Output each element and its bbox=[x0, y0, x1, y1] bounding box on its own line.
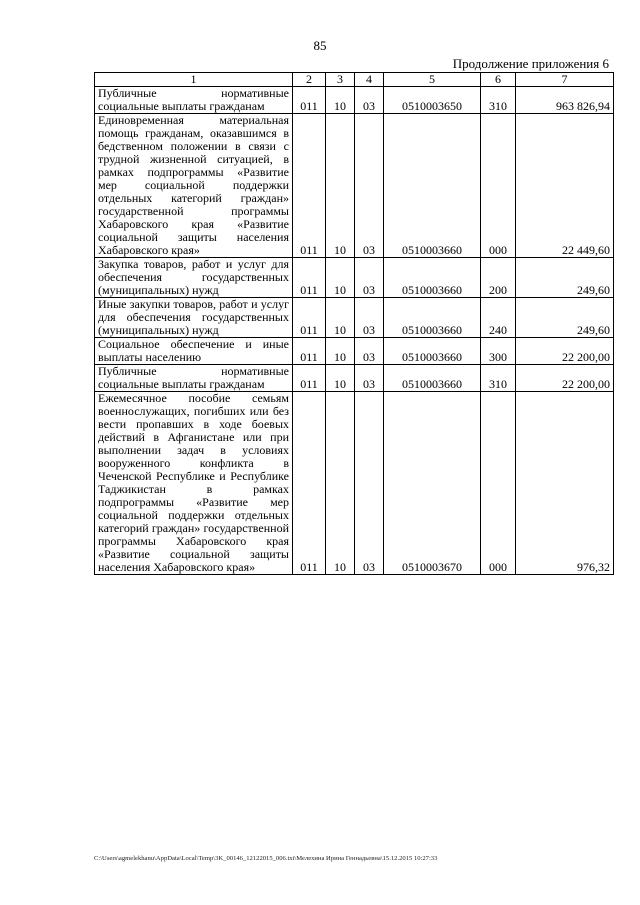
expense-type-code: 300 bbox=[481, 338, 516, 365]
column-header: 2 bbox=[293, 73, 326, 87]
budget-table bbox=[94, 72, 614, 575]
expense-name: Социальное обеспечение и иные выплаты населению bbox=[95, 338, 293, 365]
expense-type-code: 200 bbox=[481, 258, 516, 298]
section-code: 10 bbox=[326, 87, 355, 114]
column-header: 6 bbox=[481, 73, 516, 87]
subsection-code: 03 bbox=[355, 114, 384, 258]
target-article-code: 0510003660 bbox=[384, 298, 481, 338]
expense-type-code: 000 bbox=[481, 114, 516, 258]
column-header: 7 bbox=[516, 73, 614, 87]
table-row bbox=[95, 392, 614, 575]
ministry-code: 011 bbox=[293, 258, 326, 298]
target-article-code: 0510003670 bbox=[384, 392, 481, 575]
ministry-code: 011 bbox=[293, 298, 326, 338]
section-code: 10 bbox=[326, 338, 355, 365]
ministry-code: 011 bbox=[293, 338, 326, 365]
column-header: 1 bbox=[95, 73, 293, 87]
column-header: 5 bbox=[384, 73, 481, 87]
target-article-code: 0510003660 bbox=[384, 114, 481, 258]
table-row bbox=[95, 87, 614, 114]
subsection-code: 03 bbox=[355, 258, 384, 298]
expense-name: Закупка товаров, работ и услуг для обеспечения государственных (муниципальных) нужд bbox=[95, 258, 293, 298]
section-code: 10 bbox=[326, 114, 355, 258]
amount: 22 200,00 bbox=[516, 365, 614, 392]
subsection-code: 03 bbox=[355, 392, 384, 575]
column-header: 4 bbox=[355, 73, 384, 87]
continuation-label: Продолжение приложения 6 bbox=[452, 56, 609, 71]
expense-name: Ежемесячное пособие семьям военнослужащих, погибших или без вести пропавших в ходе боевых действий в Афганистане или при выполнении задач в условиях вооруженного конфликта в Чеченской Республике и Республике Таджикистан в рамках подпрограммы «Развитие мер социальной поддержки отдельных категорий граждан» государственной программы Хабаровского края «Развитие социальной защиты населения Хабаровского края» bbox=[95, 392, 293, 575]
target-article-code: 0510003650 bbox=[384, 87, 481, 114]
amount: 249,60 bbox=[516, 298, 614, 338]
section-code: 10 bbox=[326, 298, 355, 338]
column-header: 3 bbox=[326, 73, 355, 87]
expense-type-code: 000 bbox=[481, 392, 516, 575]
footer-path: C:\Users\agmelekhanu\AppData\Local\Temp\3K_00146_12122015_006.txt\Мелехина Ирина Геннадьевна\15.12.2015 10:27:33 bbox=[94, 855, 438, 862]
amount: 963 826,94 bbox=[516, 87, 614, 114]
table-row bbox=[95, 338, 614, 365]
section-code: 10 bbox=[326, 365, 355, 392]
subsection-code: 03 bbox=[355, 298, 384, 338]
table-row bbox=[95, 258, 614, 298]
table-row bbox=[95, 365, 614, 392]
section-code: 10 bbox=[326, 392, 355, 575]
expense-type-code: 240 bbox=[481, 298, 516, 338]
ministry-code: 011 bbox=[293, 114, 326, 258]
target-article-code: 0510003660 bbox=[384, 258, 481, 298]
page-number: 85 bbox=[313, 38, 327, 53]
expense-name: Публичные нормативные социальные выплаты гражданам bbox=[95, 87, 293, 114]
table-header-row bbox=[95, 73, 614, 87]
expense-name: Иные закупки товаров, работ и услуг для обеспечения государственных (муниципальных) нужд bbox=[95, 298, 293, 338]
amount: 22 200,00 bbox=[516, 338, 614, 365]
subsection-code: 03 bbox=[355, 338, 384, 365]
expense-type-code: 310 bbox=[481, 87, 516, 114]
amount: 976,32 bbox=[516, 392, 614, 575]
subsection-code: 03 bbox=[355, 365, 384, 392]
amount: 249,60 bbox=[516, 258, 614, 298]
table-row bbox=[95, 298, 614, 338]
target-article-code: 0510003660 bbox=[384, 338, 481, 365]
subsection-code: 03 bbox=[355, 87, 384, 114]
ministry-code: 011 bbox=[293, 87, 326, 114]
table-row bbox=[95, 114, 614, 258]
expense-name: Единовременная материальная помощь гражданам, оказавшимся в бедственном положении в связи с трудной жизненной ситуацией, в рамках подпрограммы «Развитие мер социальной поддержки отдельных категорий граждан» государственной программы Хабаровского края «Развитие социальной защиты населения Хабаровского края» bbox=[95, 114, 293, 258]
ministry-code: 011 bbox=[293, 392, 326, 575]
expense-type-code: 310 bbox=[481, 365, 516, 392]
expense-name: Публичные нормативные социальные выплаты гражданам bbox=[95, 365, 293, 392]
target-article-code: 0510003660 bbox=[384, 365, 481, 392]
amount: 22 449,60 bbox=[516, 114, 614, 258]
section-code: 10 bbox=[326, 258, 355, 298]
ministry-code: 011 bbox=[293, 365, 326, 392]
